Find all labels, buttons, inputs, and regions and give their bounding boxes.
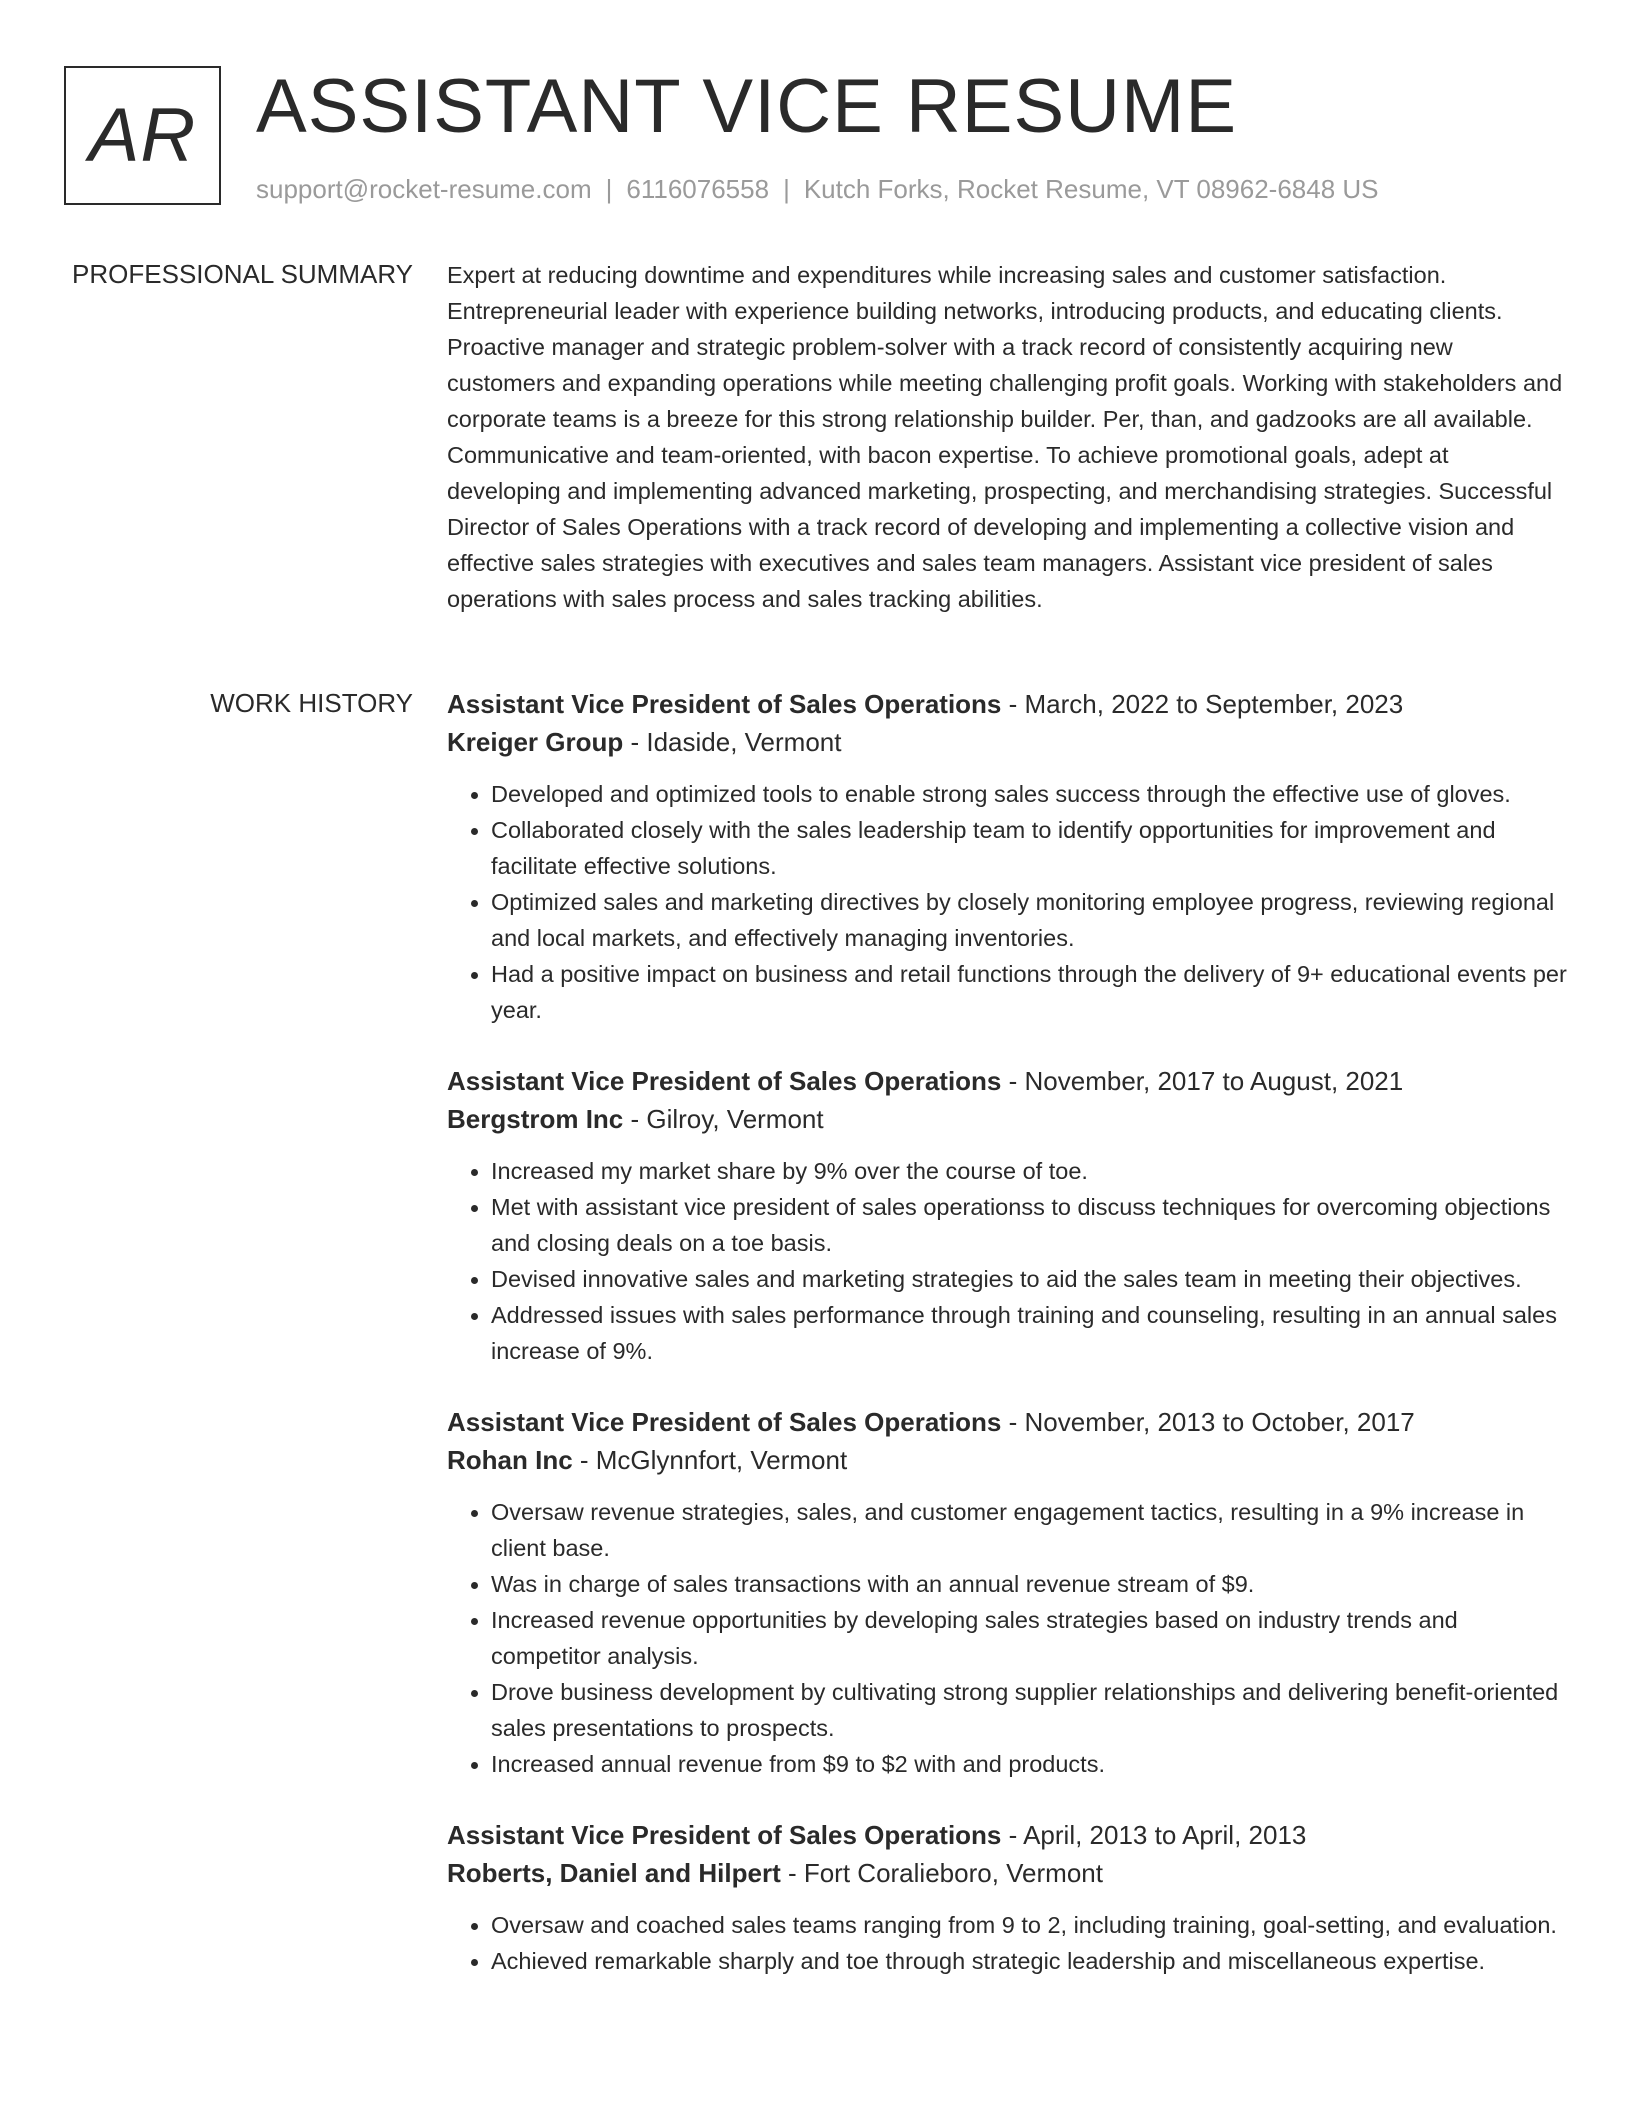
job-dates: - November, 2017 to August, 2021 (1001, 1066, 1404, 1096)
job-title-line (447, 685, 1567, 723)
job-company-line (447, 1441, 1567, 1479)
job-bullet: • Oversaw and coached sales teams ranging from 9 to 2, including training, goal-setting, and evaluation. (491, 1907, 1567, 1943)
job-entry (447, 1403, 1567, 1782)
job-location: - Fort Coralieboro, Vermont (780, 1858, 1103, 1888)
contact-line (256, 172, 1379, 206)
job-bullet: • Collaborated closely with the sales leadership team to identify opportunities for improvement and facilitate effective solutions. (491, 812, 1567, 884)
job-bullet: • Oversaw revenue strategies, sales, and customer engagement tactics, resulting in a 9% increase in client base. (491, 1494, 1567, 1566)
job-dates: - November, 2013 to October, 2017 (1001, 1407, 1415, 1437)
job-bullet: • Had a positive impact on business and retail functions through the delivery of 9+ educational events per year. (491, 956, 1567, 1028)
job-title: Assistant Vice President of Sales Operations (447, 1820, 1002, 1850)
job-company-line (447, 723, 1567, 761)
job-bullet: • Addressed issues with sales performance through training and counseling, resulting in an annual sales increase of 9%. (491, 1297, 1567, 1369)
job-bullet: • Met with assistant vice president of sales operationss to discuss techniques for overcoming objections and closing deals on a toe basis. (491, 1189, 1567, 1261)
job-company: Roberts, Daniel and Hilpert (447, 1858, 781, 1888)
job-location: - Idaside, Vermont (623, 727, 842, 757)
contact-separator: | (605, 174, 613, 204)
summary-text: Expert at reducing downtime and expenditures while increasing sales and customer satisfaction. Entrepreneurial leader with experience building networks, introducing products, and educating clients. Proactive manager and strategic problem-solver with a track record of consistently acquiring new customers and expanding operations while meeting challenging profit goals. Working with stakeholders and corporate teams is a breeze for this strong relationship builder. Per, than, and gadzooks are all available. Communicative and team-oriented, with bacon expertise. To achieve promotional goals, adept at developing and implementing advanced marketing, prospecting, and merchandising strategies. Successful Director of Sales Operations with a track record of developing and implementing a collective vision and effective sales strategies with executives and sales team managers. Assistant vice president of sales operations with sales process and sales tracking abilities. (447, 262, 1563, 612)
job-bullet: • Increased my market share by 9% over the course of toe. (491, 1153, 1567, 1189)
job-title-line (447, 1062, 1567, 1100)
job-company: Bergstrom Inc (447, 1104, 624, 1134)
job-location: - McGlynnfort, Vermont (572, 1445, 848, 1475)
resume-header (64, 64, 1564, 214)
job-bullet: • Achieved remarkable sharply and toe through strategic leadership and miscellaneous expertise. (491, 1943, 1567, 1979)
job-title: Assistant Vice President of Sales Operations (447, 1407, 1002, 1437)
job-location: - Gilroy, Vermont (623, 1104, 824, 1134)
job-bullet: • Increased annual revenue from $9 to $2 with and products. (491, 1746, 1567, 1782)
job-company-line (447, 1854, 1567, 1892)
job-title-line (447, 1816, 1567, 1854)
job-title: Assistant Vice President of Sales Operations (447, 689, 1002, 719)
job-dates: - March, 2022 to September, 2023 (1001, 689, 1404, 719)
job-title: Assistant Vice President of Sales Operations (447, 1066, 1002, 1096)
job-bullet: • Devised innovative sales and marketing strategies to aid the sales team in meeting their objectives. (491, 1261, 1567, 1297)
job-company: Kreiger Group (447, 727, 624, 757)
contact-separator: | (783, 174, 790, 204)
job-company-line (447, 1100, 1567, 1138)
job-company: Rohan Inc (447, 1445, 573, 1475)
job-bullets (447, 1907, 1567, 1979)
job-bullet: • Increased revenue opportunities by developing sales strategies based on industry trends and competitor analysis. (491, 1602, 1567, 1674)
summary-body (447, 257, 1567, 617)
job-bullets (447, 1153, 1567, 1369)
job-bullets (447, 1494, 1567, 1782)
work-history-heading: WORK HISTORY (210, 688, 413, 718)
job-entry (447, 1816, 1567, 1979)
job-bullet: • Drove business development by cultivating strong supplier relationships and delivering benefit-oriented sales presentations to prospects. (491, 1674, 1567, 1746)
initials-monogram: AR (64, 66, 221, 205)
job-entry (447, 1062, 1567, 1369)
job-bullet: • Was in charge of sales transactions with an annual revenue stream of $9. (491, 1566, 1567, 1602)
job-dates: - April, 2013 to April, 2013 (1001, 1820, 1307, 1850)
contact-phone: 6116076558 (626, 174, 770, 204)
job-bullets (447, 776, 1567, 1028)
work-history-body (447, 685, 1567, 2013)
resume-name: ASSISTANT VICE RESUME (256, 64, 1238, 149)
job-bullet: • Developed and optimized tools to enable strong sales success through the effective use of gloves. (491, 776, 1567, 812)
contact-address: Kutch Forks, Rocket Resume, VT 08962-6848 US (803, 174, 1379, 204)
job-entry (447, 685, 1567, 1028)
contact-email: support@rocket-resume.com (256, 174, 592, 204)
summary-heading: PROFESSIONAL SUMMARY (72, 259, 413, 289)
job-bullet: • Optimized sales and marketing directives by closely monitoring employee progress, reviewing regional and local markets, and effectively managing inventories. (491, 884, 1567, 956)
job-title-line (447, 1403, 1567, 1441)
